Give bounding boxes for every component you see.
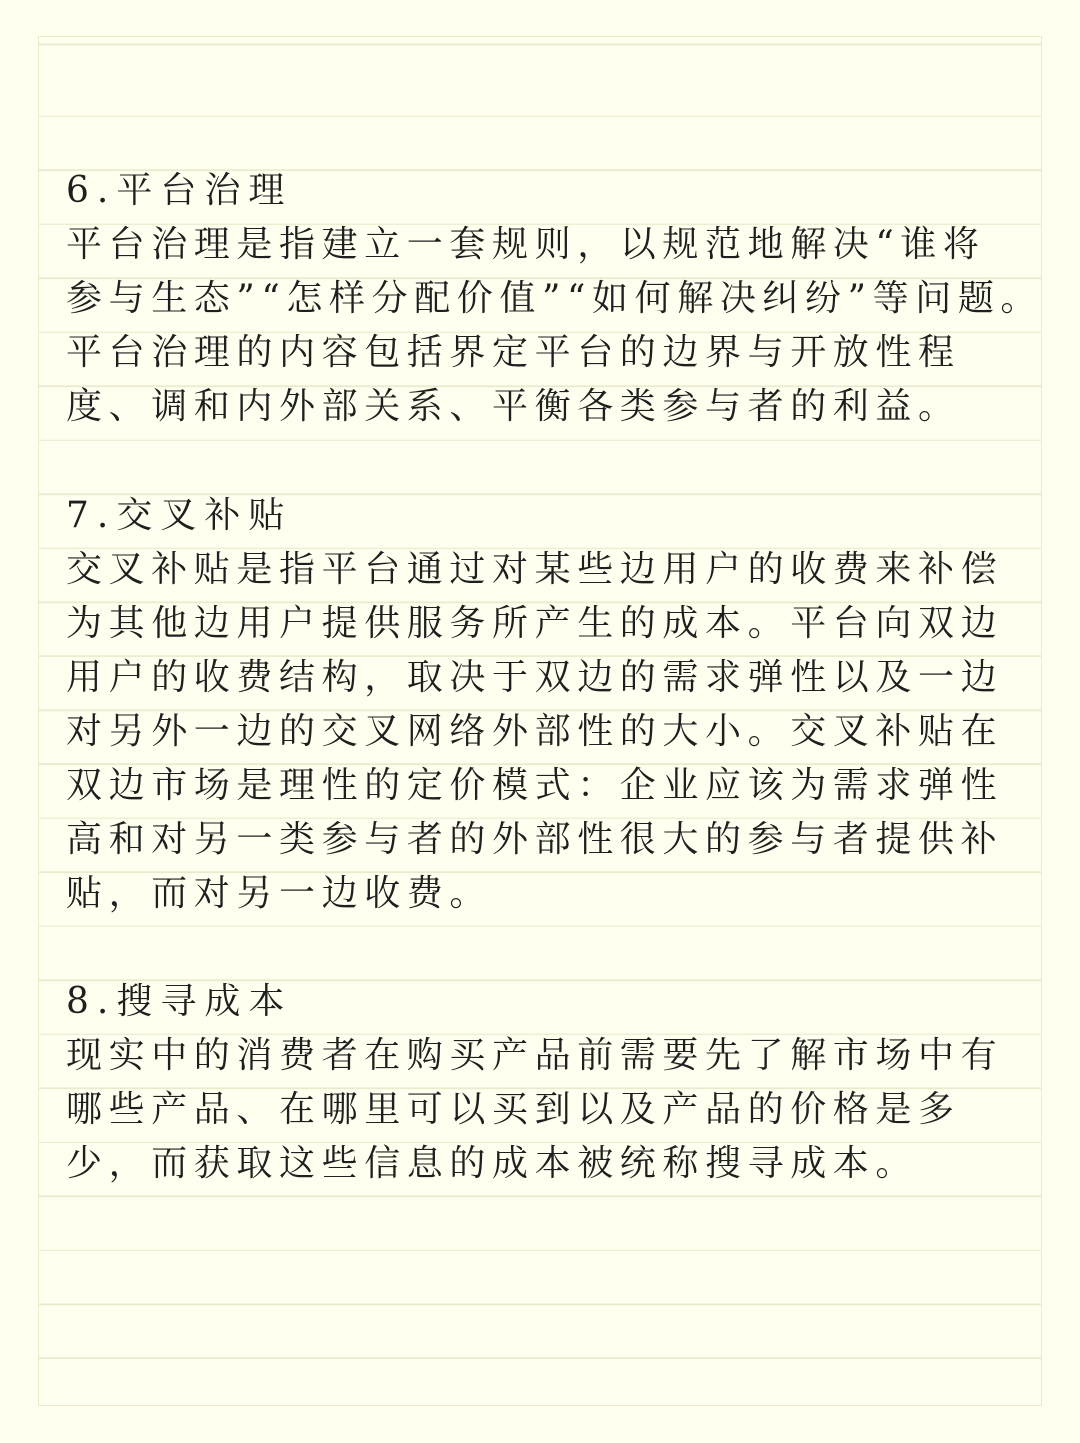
- paragraph-line: 对另外一边的交叉网络外部性的大小。交叉补贴在: [66, 711, 1004, 752]
- paragraph-line: 贴，而对另一边收费。: [66, 873, 493, 914]
- paragraph-line: 双边市场是理性的定价模式：企业应该为需求弹性: [66, 765, 1004, 806]
- paragraph-line: 为其他边用户提供服务所产生的成本。平台向双边: [66, 603, 1004, 644]
- paragraph-line: 参与生态”“怎样分配价值”“如何解决纠纷”等问题。: [66, 278, 1044, 319]
- paragraph-line: 交叉补贴是指平台通过对某些边用户的收费来补偿: [66, 549, 1004, 590]
- section-search-cost: [66, 975, 1026, 1191]
- paragraph-line: 平台治理是指建立一套规则，以规范地解决“谁将: [66, 224, 986, 265]
- section-cross-subsidy: [66, 489, 1026, 921]
- paragraph-line: 平台治理的内容包括界定平台的边界与开放性程: [66, 332, 961, 373]
- section-heading: 6.平台治理: [66, 170, 293, 211]
- section-heading: 8.搜寻成本: [66, 981, 293, 1022]
- section-platform-governance: [66, 164, 1044, 434]
- paragraph-line: 现实中的消费者在购买产品前需要先了解市场中有: [66, 1035, 1004, 1076]
- paragraph-line: 少，而获取这些信息的成本被统称搜寻成本。: [66, 1143, 919, 1184]
- paragraph-line: 度、调和内外部关系、平衡各类参与者的利益。: [66, 386, 961, 427]
- paragraph-line: 哪些产品、在哪里可以买到以及产品的价格是多: [66, 1089, 961, 1130]
- paragraph-line: 高和对另一类参与者的外部性很大的参与者提供补: [66, 819, 1004, 860]
- paragraph-line: 用户的收费结构，取决于双边的需求弹性以及一边: [66, 657, 1004, 698]
- section-heading: 7.交叉补贴: [66, 495, 293, 536]
